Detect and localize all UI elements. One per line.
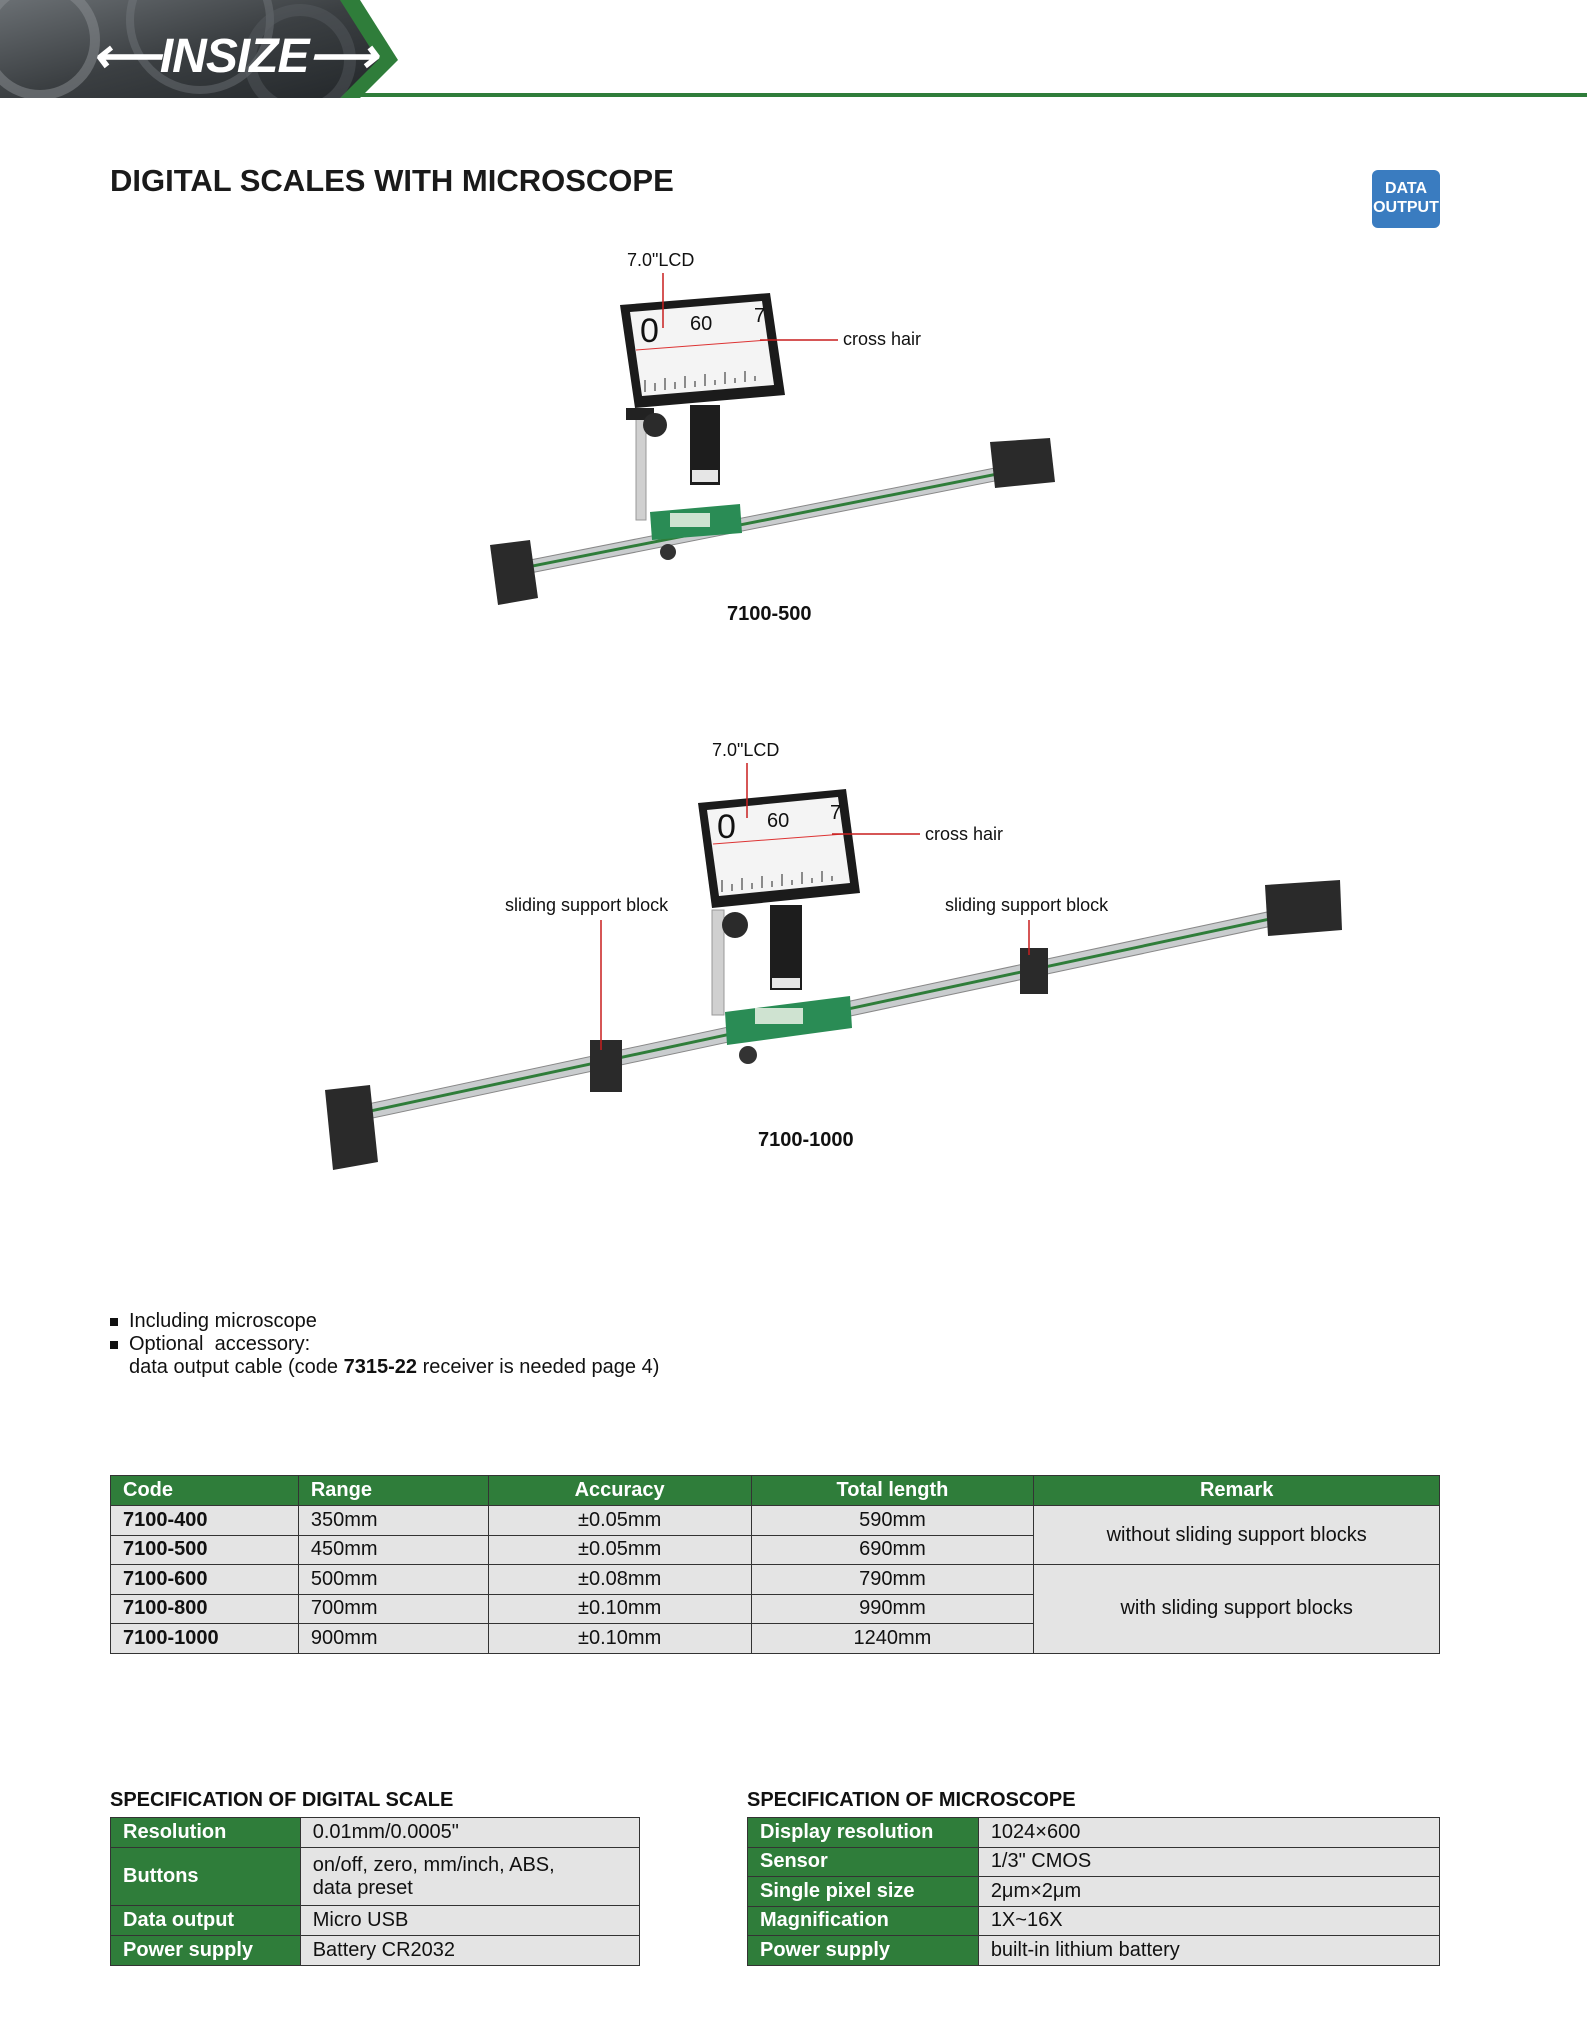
model-table (110, 1475, 1440, 1654)
spec-key: Power supply (748, 1936, 979, 1966)
col-header-accuracy: Accuracy (488, 1476, 751, 1506)
table-row (748, 1936, 1440, 1966)
cell-length: 590mm (751, 1506, 1034, 1536)
cell-length: 990mm (751, 1594, 1034, 1624)
cell-code: 7100-600 (111, 1565, 299, 1595)
cell-remark: with sliding support blocks (1034, 1565, 1440, 1654)
col-header-range: Range (298, 1476, 488, 1506)
spec-value: Battery CR2032 (300, 1936, 639, 1966)
cell-accuracy: ±0.10mm (488, 1594, 751, 1624)
spec-value: 1X~16X (978, 1906, 1439, 1936)
cell-accuracy: ±0.05mm (488, 1535, 751, 1565)
spec-key: Buttons (111, 1848, 301, 1906)
cell-range: 450mm (298, 1535, 488, 1565)
note-item: Optional accessory: (110, 1333, 659, 1356)
cell-accuracy: ±0.08mm (488, 1565, 751, 1595)
crosshair-callout-1: cross hair (843, 329, 922, 349)
col-header-remark: Remark (1034, 1476, 1440, 1506)
table-row (748, 1906, 1440, 1936)
cell-range: 350mm (298, 1506, 488, 1536)
spec-key: Display resolution (748, 1818, 979, 1848)
spec-key: Data output (111, 1906, 301, 1936)
table-row (111, 1565, 1440, 1595)
col-header-total-length: Total length (751, 1476, 1034, 1506)
screen-num-7-b: 7 (830, 802, 842, 824)
table-row (111, 1906, 640, 1936)
cell-length: 790mm (751, 1565, 1034, 1595)
cell-code: 7100-800 (111, 1594, 299, 1624)
bullet-square-icon (110, 1341, 118, 1349)
cell-remark: without sliding support blocks (1034, 1506, 1440, 1565)
spec-key: Magnification (748, 1906, 979, 1936)
insize-logo: ⟵INSIZE⟶ (92, 30, 377, 83)
table-row (748, 1818, 1440, 1848)
table-row (111, 1506, 1440, 1536)
table-row (111, 1818, 640, 1848)
table-row (111, 1936, 640, 1966)
spec-key: Resolution (111, 1818, 301, 1848)
screen-num-7: 7 (754, 305, 766, 327)
spec-value: 1/3" CMOS (978, 1847, 1439, 1877)
cell-range: 700mm (298, 1594, 488, 1624)
cell-accuracy: ±0.05mm (488, 1506, 751, 1536)
cell-code: 7100-400 (111, 1506, 299, 1536)
table-row (748, 1847, 1440, 1877)
spec-value: 1024×600 (978, 1818, 1439, 1848)
note-item: data output cable (code 7315-22 receiver is needed page 4) (129, 1356, 660, 1378)
table-row (748, 1877, 1440, 1907)
note-item: Including microscope (110, 1310, 659, 1333)
spec-value: 2μm×2μm (978, 1877, 1439, 1907)
cell-length: 1240mm (751, 1624, 1034, 1654)
screen-num-0: 0 (640, 312, 659, 350)
cell-range: 500mm (298, 1565, 488, 1595)
cell-code: 7100-1000 (111, 1624, 299, 1654)
spec-scope-table (747, 1817, 1440, 1966)
cell-range: 900mm (298, 1624, 488, 1654)
spec-key: Sensor (748, 1847, 979, 1877)
spec-value: Micro USB (300, 1906, 639, 1936)
cell-accuracy: ±0.10mm (488, 1624, 751, 1654)
table-row (111, 1848, 640, 1906)
spec-value: 0.01mm/0.0005" (300, 1818, 639, 1848)
model-label-7100-500: 7100-500 (727, 603, 812, 625)
lcd-callout-2: 7.0"LCD (712, 740, 780, 760)
lcd-callout-1: 7.0"LCD (627, 250, 695, 270)
cell-code: 7100-500 (111, 1535, 299, 1565)
spec-value: on/off, zero, mm/inch, ABS, data preset (300, 1848, 639, 1906)
spec-key: Power supply (111, 1936, 301, 1966)
spec-key: Single pixel size (748, 1877, 979, 1907)
model-label-7100-1000: 7100-1000 (758, 1129, 854, 1151)
spec-value: built-in lithium battery (978, 1936, 1439, 1966)
feature-notes (110, 1310, 659, 1379)
page-title: DIGITAL SCALES WITH MICROSCOPE (110, 163, 674, 198)
support-block-callout-right: sliding support block (945, 895, 1109, 915)
support-block-callout-left: sliding support block (505, 895, 669, 915)
cell-length: 690mm (751, 1535, 1034, 1565)
data-output-badge: DATA OUTPUT (1372, 170, 1440, 228)
screen-num-0-b: 0 (717, 808, 736, 846)
screen-num-60-b: 60 (767, 810, 790, 832)
table-header-row (111, 1476, 1440, 1506)
spec-scale-table (110, 1817, 640, 1966)
screen-num-60: 60 (690, 313, 713, 335)
bullet-square-icon (110, 1318, 118, 1326)
col-header-code: Code (111, 1476, 299, 1506)
spec-scale-title: SPECIFICATION OF DIGITAL SCALE (110, 1789, 454, 1811)
crosshair-callout-2: cross hair (925, 824, 1004, 844)
spec-scope-title: SPECIFICATION OF MICROSCOPE (747, 1789, 1076, 1811)
